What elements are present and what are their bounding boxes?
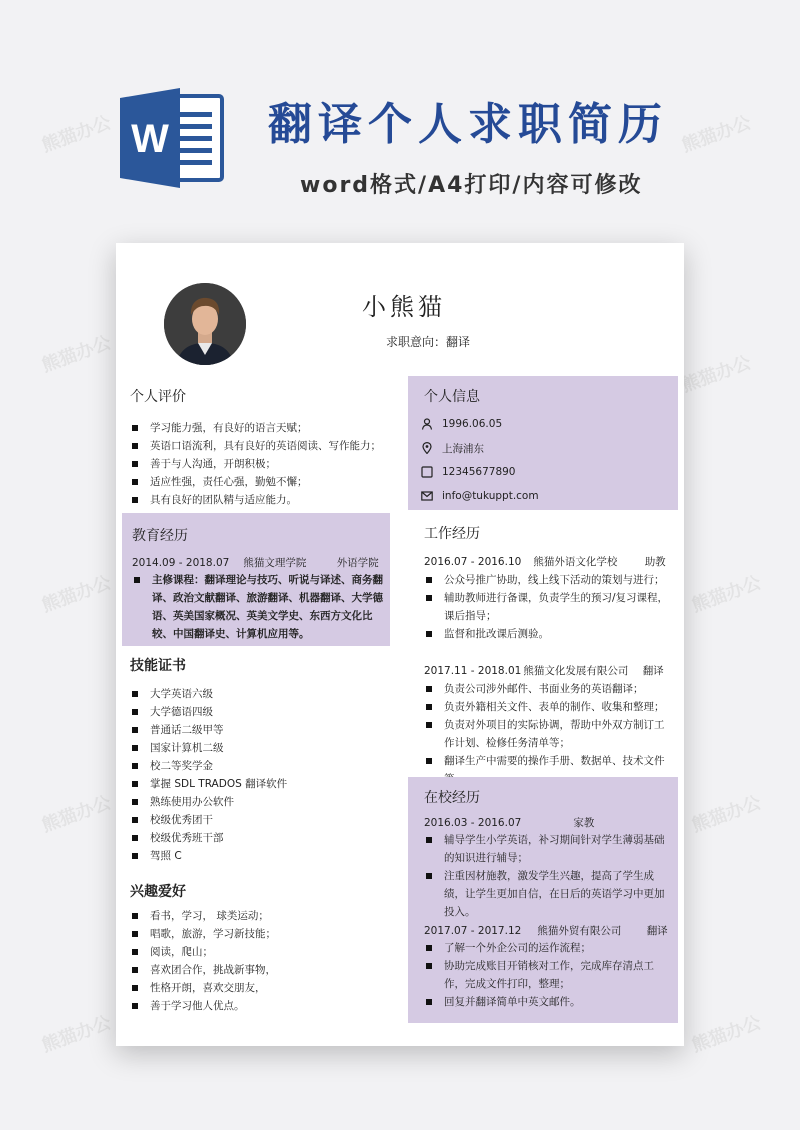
list-item: 校级优秀班干部	[130, 829, 386, 847]
info-birthday	[420, 412, 670, 436]
list-item: 公众号推广协助，线上线下活动的策划与进行；	[424, 571, 670, 589]
campus-role: 家教	[573, 817, 595, 829]
list-item: 主修课程：翻译理论与技巧、听说与译述、商务翻译、政治文献翻译、旅游翻译、机器翻译、大学德语、英美国家概况、英美文学史、东西方文化比较、中国翻译史、计算机应用等。	[132, 571, 384, 643]
watermark: 熊猫办公	[679, 112, 754, 157]
campus-panel	[408, 777, 678, 1023]
list-item: 翻译生产中需要的操作手册、数据单、技术文件	[424, 752, 670, 788]
location-pin-icon	[420, 441, 434, 455]
work-period: 2017.11 - 2018.01	[424, 665, 522, 677]
phone-text: 12345677890	[442, 466, 516, 478]
watermark: 熊猫办公	[39, 792, 114, 837]
work-list	[424, 680, 670, 788]
list-item: 辅助教师进行备课，负责学生的预习/复习课程，课后指导；	[424, 589, 670, 625]
info-location	[420, 436, 670, 460]
list-item: 了解一个外企公司的运作流程；	[424, 939, 672, 957]
campus-list	[424, 939, 672, 1011]
info-email	[420, 484, 670, 508]
list-item: 校级优秀团干	[130, 811, 386, 829]
banner-title: 翻译个人求职简历	[268, 99, 668, 150]
campus-list	[424, 831, 672, 921]
list-item: 掌握 SDL TRADOS 翻译软件	[130, 775, 386, 793]
skills-list	[130, 685, 386, 865]
list-item: 大学德语四级	[130, 703, 386, 721]
list-item: 唱歌，旅游，学习新技能；	[130, 925, 386, 943]
section-title-education: 教育经历	[132, 528, 188, 544]
education-head	[132, 555, 379, 570]
info-phone	[420, 460, 670, 484]
work-period: 2016.07 - 2016.10	[424, 556, 522, 568]
list-item: 注重因材施教，激发学生兴趣，提高了学生成绩，让学生更加自信，在日后的英语学习中更加投入。	[424, 867, 672, 921]
work-role: 翻译	[642, 665, 664, 677]
section-title-work: 工作经历	[424, 526, 480, 542]
list-item: 辅导学生小学英语，补习期间针对学生薄弱基础的知识进行辅导；	[424, 831, 672, 867]
campus-period: 2017.07 - 2017.12	[424, 925, 522, 937]
list-item: 具有良好的团队精与适应能力。	[130, 491, 386, 509]
personal-info-panel	[408, 376, 678, 510]
phone-icon	[420, 465, 434, 479]
list-item: 大学英语六级	[130, 685, 386, 703]
watermark: 熊猫办公	[689, 572, 764, 617]
watermark: 熊猫办公	[679, 352, 754, 397]
birthday-text: 1996.06.05	[442, 418, 503, 430]
campus-period: 2016.03 - 2016.07	[424, 817, 522, 829]
candidate-name: 小熊猫	[362, 293, 446, 321]
email-text[interactable]: info@tukuppt.com	[442, 490, 539, 502]
education-list	[132, 571, 384, 643]
list-item: 善于与人沟通，开朗积极；	[130, 455, 386, 473]
list-item: 普通话二级甲等	[130, 721, 386, 739]
word-logo-letter: W	[131, 117, 169, 161]
hobbies-list	[130, 907, 386, 1015]
list-item: 协助完成账目开销核对工作，完成库存清点工作，完成文件打印，整理；	[424, 957, 672, 993]
list-item: 看书，学习， 球类运动；	[130, 907, 386, 925]
list-item: 熟练使用办公软件	[130, 793, 386, 811]
work-list	[424, 571, 670, 643]
word-logo-icon	[118, 84, 226, 192]
mail-icon	[420, 489, 434, 503]
list-item: 性格开朗，喜欢交朋友，	[130, 979, 386, 997]
person-icon	[420, 417, 434, 431]
work-role: 助教	[644, 556, 666, 568]
watermark: 熊猫办公	[689, 1012, 764, 1057]
list-item: 国家计算机二级	[130, 739, 386, 757]
section-title-personal-info: 个人信息	[424, 389, 480, 405]
section-title-campus: 在校经历	[424, 790, 480, 806]
personal-info-list	[420, 412, 670, 508]
list-item: 监督和批改课后测验。	[424, 625, 670, 643]
list-item: 喜欢团合作，挑战新事物，	[130, 961, 386, 979]
education-major: 外语学院	[336, 557, 379, 569]
watermark: 熊猫办公	[39, 112, 114, 157]
resume-sheet	[116, 243, 684, 1046]
work-company: 熊猫外语文化学校	[533, 556, 618, 568]
education-panel	[122, 513, 390, 646]
list-item: 回复并翻译简单中英文邮件。	[424, 993, 672, 1011]
banner	[0, 0, 800, 240]
list-item: 学习能力强，有良好的语言天赋；	[130, 419, 386, 437]
list-item: 英语口语流利，具有良好的英语阅读、写作能力；	[130, 437, 386, 455]
work-entry-head	[424, 663, 664, 678]
campus-role: 翻译	[646, 925, 668, 937]
location-text: 上海浦东	[442, 442, 484, 455]
campus-entry-head	[424, 923, 668, 938]
section-title-skills: 技能证书	[130, 658, 186, 674]
education-period: 2014.09 - 2018.07	[132, 557, 230, 569]
list-item: 负责外籍相关文件、表单的制作、收集和整理；	[424, 698, 670, 716]
list-item: 善于学习他人优点。	[130, 997, 386, 1015]
job-intent: 求职意向：翻译	[385, 335, 470, 349]
list-item: 负责公司涉外邮件、书面业务的英语翻译；	[424, 680, 670, 698]
education-school: 熊猫文理学院	[243, 557, 307, 569]
list-item: 校二等奖学金	[130, 757, 386, 775]
personal-eval-list	[130, 419, 386, 509]
campus-company: 熊猫外贸有限公司	[537, 925, 622, 937]
work-company: 熊猫文化发展有限公司	[523, 665, 629, 677]
work-entry-head	[424, 554, 666, 569]
watermark: 熊猫办公	[689, 792, 764, 837]
watermark: 熊猫办公	[39, 332, 114, 377]
watermark: 熊猫办公	[39, 572, 114, 617]
banner-subtitle: word格式/A4打印/内容可修改	[300, 173, 643, 198]
list-item: 适应性强，责任心强，勤勉不懈；	[130, 473, 386, 491]
watermark: 熊猫办公	[39, 1012, 114, 1057]
section-title-hobbies: 兴趣爱好	[130, 884, 186, 900]
list-item: 负责对外项目的实际协调，帮助中外双方制订工作计划、检修任务清单等；	[424, 716, 670, 752]
list-item: 阅读，爬山；	[130, 943, 386, 961]
list-item: 驾照 C	[130, 847, 386, 865]
campus-entry-head	[424, 815, 594, 830]
section-title-personal-eval: 个人评价	[130, 389, 186, 405]
